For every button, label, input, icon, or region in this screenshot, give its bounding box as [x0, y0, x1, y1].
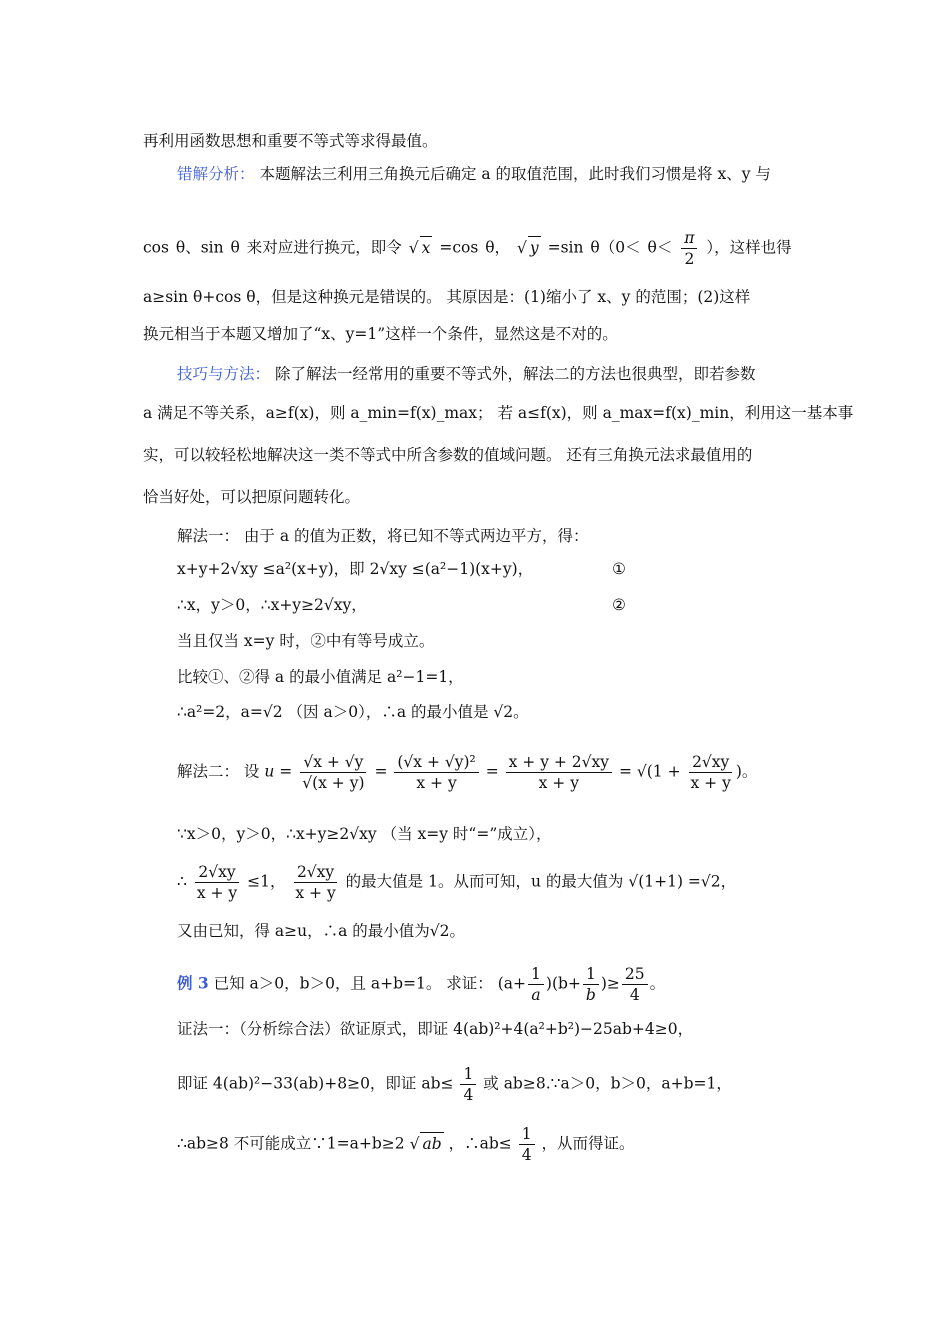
line-5: 换元相当于本题又增加了“x、y=1”这样一个条件，显然这是不对的。 — [143, 325, 618, 343]
substitution-text-a: cos θ、sin θ 来对应进行换元，即令 — [143, 238, 402, 257]
line-16-text-b: 或 ab≥8.∵a＞0，b＞0，a+b=1， — [483, 1074, 732, 1093]
example-3-line: 例 3 已知 a＞0，b＞0，且 a+b=1。 求证： (a+ $\frac{1}{a}$ )(b+ $\frac{1}{b}$ )≥ $\frac{25}{4}$ 。 — [177, 965, 666, 1004]
technique-heading: 技巧与方法： — [177, 365, 271, 383]
technique-line — [177, 363, 755, 385]
line-8: 实，可以较轻松地解决这一类不等式中所含参数的值域问题。 还有三角换元法求最值用的 — [143, 446, 753, 464]
line-17-text-b: ，∴ab≤ — [448, 1134, 512, 1153]
line-15: 又由已知，得 a≥u，∴a 的最小值为√2。 — [177, 922, 466, 940]
line-4: a≥sin θ+cos θ，但是这种换元是错误的。 其原因是：(1)缩小了 x、y 的范围；(2)这样 — [143, 288, 751, 306]
line-11: 比较①、②得 a 的最小值满足 a²−1=1， — [177, 668, 464, 686]
error-analysis-line — [177, 163, 771, 185]
line-13: ∵x＞0，y＞0，∴x+y≥2√xy （当 x=y 时“=”成立）， — [177, 825, 552, 843]
solution-2-heading: 解法二： 设 — [177, 762, 260, 781]
line-9: 恰当好处，可以把原问题转化。 — [143, 488, 361, 506]
line-17-text-c: ，从而得证。 — [541, 1134, 635, 1153]
solution-2-line: 解法二： 设 u = $\frac{√x + √y}{√(x + y)}$ = $\frac{\text{(√x + √y)²}}{x + y}$ = $\frac{x + y + 2√xy}{x + y}$ = √(1 + $\frac{2√xy}{x + y}$ )。 — [177, 753, 758, 792]
solution-1-heading: 解法一： 由于 a 的值为正数，将已知不等式两边平方，得： — [177, 527, 589, 545]
substitution-text-b: =cos θ， — [439, 238, 511, 257]
line-16: 即证 4(ab)²−33(ab)+8≥0，即证 ab≤ $\frac{1}{4}$ 或 ab≥8.∵a＞0，b＞0，a+b=1， — [177, 1065, 732, 1104]
line-16-text-a: 即证 4(ab)²−33(ab)+8≥0，即证 ab≤ — [177, 1074, 454, 1093]
equation-1: x+y+2√xy ≤a²(x+y)，即 2√xy ≤(a²−1)(x+y)， — [177, 560, 534, 578]
technique-text: 除了解法一经常用的重要不等式外，解法二的方法也很典型，即若参数 — [274, 365, 756, 383]
line-14-text-b: 的最大值是 1。从而可知，u 的最大值为 — [345, 872, 624, 891]
pi-over-2: $\frac{\pi}{2}$ — [681, 228, 697, 269]
substitution-text-c: =sin θ（0＜ θ＜ — [547, 238, 673, 257]
equation-2: ∴x，y＞0，∴x+y≥2√xy， — [177, 596, 367, 614]
line-12: ∴a²=2，a=√2 （因 a＞0），∴a 的最小值是 √2。 — [177, 703, 529, 721]
substitution-text-d: ），这样也得 — [706, 238, 792, 257]
example-3-label: 例 3 — [177, 973, 209, 993]
line-1: 再利用函数思想和重要不等式等求得最值。 — [143, 132, 438, 150]
error-analysis-text: 本题解法三利用三角换元后确定 a 的取值范围，此时我们习惯是将 x、y 与 — [259, 165, 771, 183]
line-14: ∴ $\frac{2√xy}{x + y}$ ≤1， $\frac{2√xy}{x + y}$ 的最大值是 1。从而可知，u 的最大值为 √(1+1) =√2， — [177, 863, 737, 902]
line-17-text-a: ∴ab≥8 不可能成立∵1=a+b≥2 — [177, 1134, 405, 1153]
line-14-text-a: ≤1， — [247, 872, 286, 891]
example-3-text: 已知 a＞0，b＞0，且 a+b=1。 求证： — [213, 974, 493, 993]
error-analysis-heading: 错解分析： — [177, 165, 255, 183]
line-7: a 满足不等关系，a≥f(x)，则 a_min=f(x)_max； 若 a≤f(x)，则 a_max=f(x)_min，利用这一基本事 — [143, 404, 854, 422]
line-10: 当且仅当 x=y 时，②中有等号成立。 — [177, 632, 435, 650]
proof-1-line: 证法一：（分析综合法）欲证原式，即证 4(ab)²+4(a²+b²)−25ab+4≥0， — [177, 1020, 694, 1038]
line-17: ∴ab≥8 不可能成立∵1=a+b≥2 √ ab ，∴ab≤ $\frac{1}{4}$ ，从而得证。 — [177, 1124, 635, 1165]
equation-mark-1: ① — [612, 560, 626, 578]
substitution-line: cos θ、sin θ 来对应进行换元，即令 √ x =cos θ， √ y =sin θ（0＜ θ＜ $\frac{\pi}{2}$ ），这样也得 — [143, 228, 792, 269]
equation-mark-2: ② — [612, 596, 626, 614]
